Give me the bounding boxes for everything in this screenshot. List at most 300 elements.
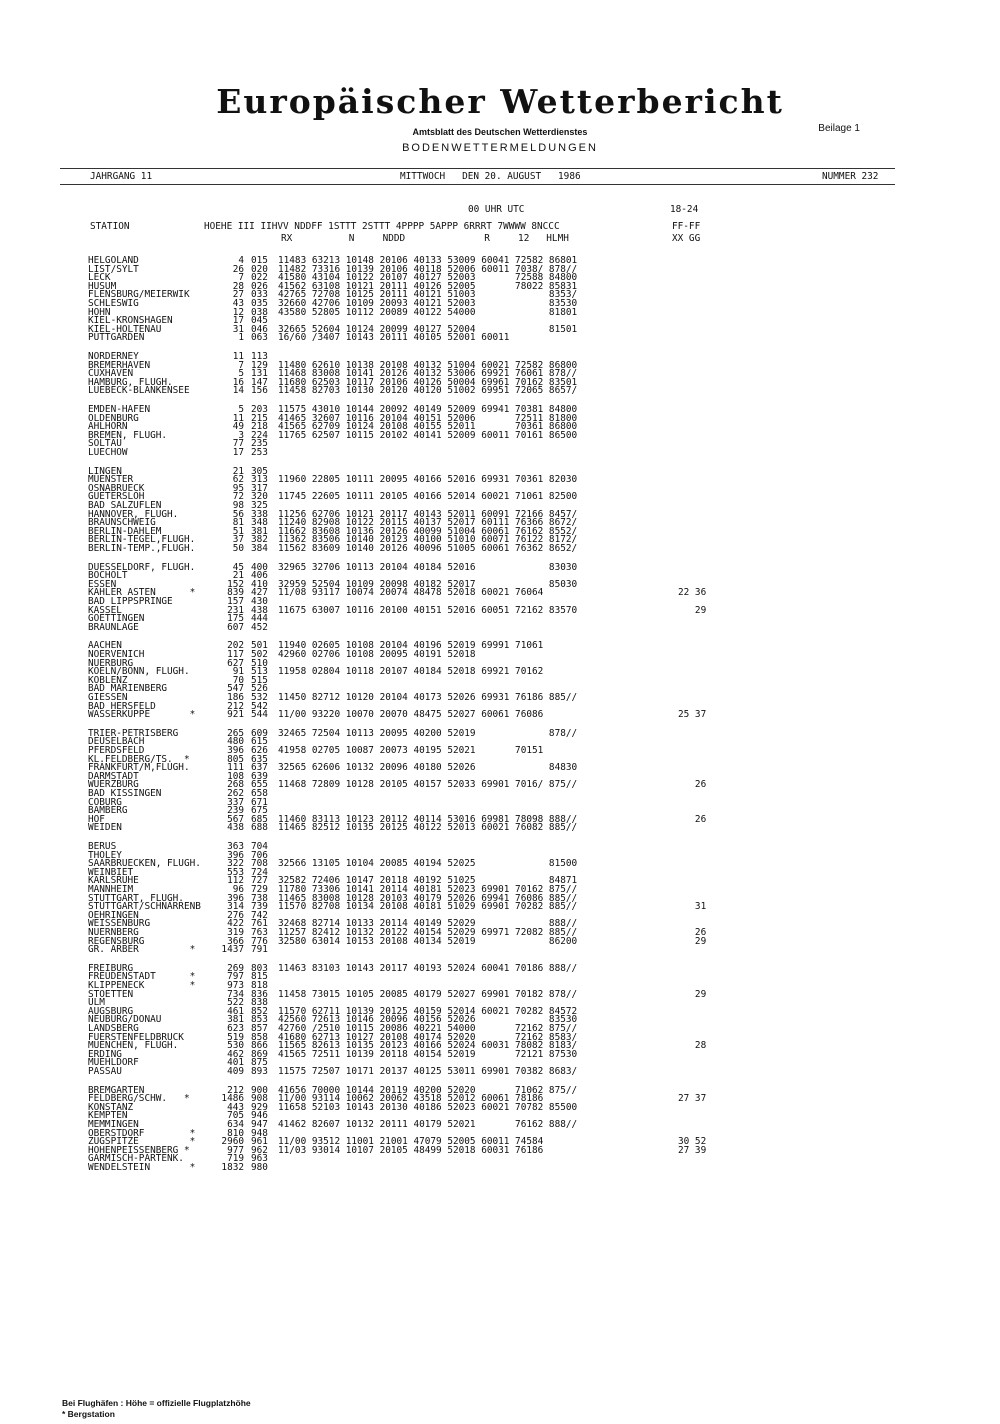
station-number: 224 — [251, 429, 268, 441]
observation-groups: 11680 62503 10117 20106 40126 50004 69961 70162 83501 — [278, 376, 578, 388]
station-name: LUEBECK-BLANKENSEE — [88, 385, 190, 397]
station-name: LINGEN — [88, 465, 122, 477]
station-height: 17 — [232, 447, 244, 458]
station-number: 875 — [251, 1057, 268, 1069]
column-right-head: FF-FF — [672, 221, 701, 232]
observation-groups: 11482 73316 10139 20106 40118 52006 60011 7038/ 878// — [278, 263, 578, 275]
observation-groups: 32465 72504 10113 20095 40200 52019 878// — [278, 727, 578, 739]
station-name: STUTTGART, FLUGH. — [88, 892, 184, 904]
observation-groups: 32660 42706 10109 20093 40121 52003 83530 — [278, 298, 578, 309]
station-name: NEUBURG/DONAU — [88, 1014, 162, 1026]
station-height: 363 — [227, 841, 244, 852]
observation-groups: 11675 63007 10116 20100 40151 52016 60051 72162 83570 — [278, 604, 578, 616]
station-number: 253 — [251, 447, 268, 458]
station-name: BAD MARIENBERG — [88, 683, 168, 695]
wind-gusts: 27 37 — [678, 1093, 707, 1105]
station-height: 111 — [227, 762, 244, 774]
station-height: 31 — [232, 323, 244, 335]
station-height: 45 — [232, 561, 244, 573]
station-number: 526 — [251, 683, 268, 695]
station-name: BERUS — [88, 841, 117, 852]
station-height: 49 — [232, 421, 244, 433]
station-name: BAMBERG — [88, 805, 128, 817]
footnote-airports: Bei Flughäfen : Höhe = offizielle Flugplatzhöhe — [62, 1398, 251, 1408]
wind-gusts: 26 — [678, 927, 707, 938]
station-number: 147 — [251, 376, 268, 388]
observation-groups: 41565 62709 10124 20108 40155 52011 70361 86800 — [278, 421, 578, 433]
observation-groups: 11/00 93512 11001 21001 47079 52005 60011 74584 — [278, 1136, 544, 1148]
date-label: MITTWOCH DEN 20. AUGUST 1986 — [400, 171, 581, 182]
observation-groups: 11575 43010 10144 20092 40149 52009 69941 70381 84800 — [278, 404, 578, 415]
observation-groups: 11240 82908 10122 20115 40137 52017 60111 76366 8672/ — [278, 517, 578, 529]
station-name: GOETTINGEN — [88, 613, 145, 625]
observation-groups: 41656 70000 10144 20119 40200 52020 71062 875// — [278, 1084, 578, 1096]
observation-groups: 16/60 /3407 10143 20111 40105 52001 60011 — [278, 332, 510, 344]
wind-gusts: 29 — [678, 935, 707, 947]
station-name: DEUSELBACH — [88, 736, 145, 748]
station-height: 14 — [232, 385, 244, 397]
observation-groups: 11570 82708 10134 20108 40181 51029 69901 70282 885// — [278, 901, 578, 913]
station-height: 705 — [227, 1110, 244, 1122]
observation-groups: 41562 63108 10121 20111 40126 52005 78022 85831 — [278, 280, 578, 292]
station-number: 637 — [251, 762, 268, 774]
station-name: MUEHLDORF — [88, 1057, 139, 1069]
station-name: ULM — [88, 997, 105, 1009]
station-height: 28 — [232, 280, 244, 292]
station-name: BERLIN-TEGEL,FLUGH. — [88, 534, 196, 546]
station-name: MEMMINGEN — [88, 1119, 139, 1130]
station-name: BOCHOLT — [88, 570, 128, 582]
observation-groups: 11465 83008 10128 20103 40179 52026 69941 76086 885// — [278, 892, 578, 904]
observation-groups: 11780 73306 10141 20114 40181 52023 69901 70162 875// — [278, 884, 578, 895]
station-number: 946 — [251, 1110, 268, 1122]
station-height: 314 — [227, 901, 244, 913]
station-height: 438 — [227, 822, 244, 834]
station-name: ZUGSPITZE * — [88, 1136, 196, 1148]
observation-groups: 42560 72613 10146 20096 40156 52026 83530 — [278, 1014, 578, 1026]
station-height: 443 — [227, 1101, 244, 1113]
station-number: 406 — [251, 570, 268, 582]
observation-groups: 11575 72507 10171 20137 40125 53011 69901 70382 8683/ — [278, 1066, 578, 1077]
observation-groups: 11940 02605 10108 20104 40196 52019 69991 71061 — [278, 640, 544, 652]
station-number: 761 — [251, 918, 268, 930]
station-number: 129 — [251, 359, 268, 371]
station-height: 401 — [227, 1057, 244, 1069]
station-number: 818 — [251, 980, 268, 991]
station-height: 21 — [232, 570, 244, 582]
section-title: BODENWETTERMELDUNGEN — [402, 142, 598, 154]
column-station: STATION — [90, 221, 130, 232]
station-name: PASSAU — [88, 1066, 122, 1077]
observation-groups: 32566 13105 10104 20085 40194 52025 81500 — [278, 858, 578, 870]
station-name: CUXHAVEN — [88, 368, 134, 380]
station-name: HELGOLAND — [88, 255, 139, 266]
station-height: 422 — [227, 918, 244, 930]
station-number: 381 — [251, 525, 268, 537]
station-height: 51 — [232, 525, 244, 537]
station-height: 396 — [227, 745, 244, 756]
station-number: 948 — [251, 1127, 268, 1139]
station-height: 152 — [227, 578, 244, 590]
station-height: 366 — [227, 935, 244, 947]
observation-groups: 11/00 93220 10070 20070 48475 52027 60061 76086 — [278, 709, 544, 721]
station-name: FELDBERG/SCHW. * — [88, 1093, 190, 1105]
station-number: 235 — [251, 438, 268, 450]
station-number: 532 — [251, 692, 268, 703]
station-number: 791 — [251, 944, 268, 956]
station-height: 70 — [232, 674, 244, 686]
station-number: 706 — [251, 849, 268, 861]
station-height: 50 — [232, 543, 244, 554]
station-height: 212 — [227, 700, 244, 712]
observation-groups: 11658 52103 10143 20130 40186 52023 60021 70782 85500 — [278, 1101, 578, 1113]
station-number: 452 — [251, 621, 268, 633]
observation-groups: 41565 72511 10139 20118 40154 52019 72121 87530 — [278, 1048, 578, 1060]
station-number: 626 — [251, 745, 268, 756]
station-name: LANDSBERG — [88, 1023, 139, 1034]
station-height: 530 — [227, 1040, 244, 1052]
observation-groups: 11745 22605 10111 20105 40166 52014 60021 71061 82500 — [278, 491, 578, 503]
station-number: 046 — [251, 323, 268, 335]
station-number: 156 — [251, 385, 268, 397]
station-height: 117 — [227, 649, 244, 660]
station-height: 553 — [227, 866, 244, 878]
station-number: 852 — [251, 1005, 268, 1017]
station-height: 269 — [227, 962, 244, 974]
station-number: 444 — [251, 613, 268, 625]
station-name: KAHLER ASTEN * — [88, 587, 196, 599]
station-number: 838 — [251, 997, 268, 1009]
station-name: BRAUNLAGE — [88, 621, 139, 633]
station-height: 973 — [227, 980, 244, 991]
station-height: 27 — [232, 289, 244, 301]
station-height: 56 — [232, 508, 244, 520]
observation-time-right: 18-24 — [670, 204, 699, 215]
station-number: 615 — [251, 736, 268, 748]
station-name: KASSEL — [88, 604, 122, 616]
station-name: HOHENPEISSENBERG * — [88, 1144, 190, 1156]
wind-gusts: 26 — [678, 813, 707, 825]
observation-groups: 32959 52504 10109 20098 40182 52017 85030 — [278, 578, 578, 590]
station-number: 305 — [251, 465, 268, 477]
station-height: 1832 — [221, 1162, 244, 1173]
station-number: 022 — [251, 272, 268, 284]
station-height: 26 — [232, 263, 244, 275]
station-height: 11 — [232, 351, 244, 362]
station-number: 113 — [251, 351, 268, 362]
observation-groups: 11465 82512 10135 20125 40122 52013 60021 76082 885// — [278, 822, 578, 834]
station-number: 776 — [251, 935, 268, 947]
station-name: ERDING — [88, 1048, 122, 1060]
station-name: EMDEN-HAFEN — [88, 404, 151, 415]
station-name: BRAUNSCHWEIG — [88, 517, 156, 529]
station-number: 131 — [251, 368, 268, 380]
station-number: 893 — [251, 1066, 268, 1077]
station-height: 16 — [232, 376, 244, 388]
observation-groups: 41580 43104 10122 20107 40127 52003 72588 84800 — [278, 272, 578, 284]
station-name: KONSTANZ — [88, 1101, 134, 1113]
station-number: 724 — [251, 866, 268, 878]
station-height: 276 — [227, 909, 244, 921]
station-number: 655 — [251, 779, 268, 791]
station-height: 409 — [227, 1066, 244, 1077]
observation-groups: 11458 82703 10130 20120 40120 51002 69951 72065 8657/ — [278, 385, 578, 397]
observation-groups: 11/03 93014 10107 20105 48499 52018 60031 76186 — [278, 1144, 544, 1156]
station-name: LECK — [88, 272, 111, 284]
observation-groups: 32580 63014 10153 20108 40134 52019 86200 — [278, 935, 578, 947]
observation-groups: 11662 83608 10136 20126 40099 51004 60061 76162 8552/ — [278, 525, 578, 537]
station-height: 5 — [238, 368, 244, 380]
station-height: 337 — [227, 796, 244, 808]
observation-groups: 11960 22805 10111 20095 40166 52016 69931 70361 82030 — [278, 474, 578, 486]
station-name: WUERZBURG — [88, 779, 139, 791]
issue-number: NUMMER 232 — [822, 171, 879, 182]
observation-groups: 41465 32607 10116 20104 40151 52006 72511 81800 — [278, 412, 578, 424]
wind-gusts: 22 36 — [678, 587, 707, 599]
station-height: 175 — [227, 613, 244, 625]
station-name: LUECHOW — [88, 447, 128, 458]
station-number: 502 — [251, 649, 268, 660]
station-number: 218 — [251, 421, 268, 433]
station-number: 961 — [251, 1136, 268, 1148]
station-number: 338 — [251, 508, 268, 520]
station-height: 72 — [232, 491, 244, 503]
station-name: WENDELSTEIN * — [88, 1162, 196, 1173]
station-height: 461 — [227, 1005, 244, 1017]
observation-groups: 42960 02706 10108 20095 40191 52018 — [278, 649, 476, 660]
observation-groups: 42760 /2510 10115 20086 40221 54000 72162 875// — [278, 1023, 578, 1034]
wind-gusts: 31 — [678, 901, 707, 913]
station-number: 803 — [251, 962, 268, 974]
station-height: 1437 — [221, 944, 244, 956]
observation-groups: 11562 83609 10140 20126 40096 51005 60061 76362 8652/ — [278, 543, 578, 554]
station-name: BREMGARTEN — [88, 1084, 145, 1096]
station-number: 980 — [251, 1162, 268, 1173]
station-height: 5 — [238, 404, 244, 415]
station-name: BERLIN-TEMP.,FLUGH. — [88, 543, 196, 554]
wind-gusts: 27 39 — [678, 1144, 707, 1156]
column-right-sub: XX GG — [672, 233, 701, 244]
observation-groups: 32582 72406 10147 20118 40192 51025 84871 — [278, 875, 578, 887]
station-name: GR. ARBER * — [88, 944, 196, 956]
station-name: BREMEN, FLUGH. — [88, 429, 168, 441]
station-height: 62 — [232, 474, 244, 486]
station-height: 108 — [227, 770, 244, 782]
station-name: SOLTAU — [88, 438, 122, 450]
station-name: MUENSTER — [88, 474, 134, 486]
station-height: 95 — [232, 482, 244, 494]
station-number: 900 — [251, 1084, 268, 1096]
observation-groups: 11765 62507 10115 20102 40141 52009 60011 70161 86500 — [278, 429, 578, 441]
station-height: 522 — [227, 997, 244, 1009]
station-height: 319 — [227, 927, 244, 938]
station-number: 513 — [251, 666, 268, 678]
station-name: STOETTEN — [88, 988, 134, 1000]
station-name: FLENSBURG/MEIERWIK — [88, 289, 190, 301]
station-name: HUSUM — [88, 280, 117, 292]
station-number: 963 — [251, 1153, 268, 1165]
station-height: 519 — [227, 1031, 244, 1043]
observation-groups: 11458 73015 10105 20085 40179 52027 69901 70182 878// — [278, 988, 578, 1000]
station-number: 325 — [251, 500, 268, 511]
wind-gusts: 28 — [678, 1040, 707, 1052]
station-name: WEISSENBURG — [88, 918, 151, 930]
station-number: 729 — [251, 884, 268, 895]
station-name: NUERBURG — [88, 657, 134, 669]
wind-gusts: 29 — [678, 604, 707, 616]
station-height: 11 — [232, 412, 244, 424]
station-number: 015 — [251, 255, 268, 266]
station-number: 857 — [251, 1023, 268, 1034]
observation-groups: 11257 82412 10132 20122 40154 52029 69971 72082 885// — [278, 927, 578, 938]
station-name: NORDERNEY — [88, 351, 139, 362]
observation-groups: 43580 52805 10112 20089 40122 54000 81801 — [278, 306, 578, 318]
observation-groups: 11958 02804 10118 20107 40184 52018 69921 70162 — [278, 666, 544, 678]
station-height: 396 — [227, 892, 244, 904]
station-height: 239 — [227, 805, 244, 817]
station-number: 742 — [251, 909, 268, 921]
station-height: 37 — [232, 534, 244, 546]
station-height: 734 — [227, 988, 244, 1000]
station-height: 212 — [227, 1084, 244, 1096]
station-number: 858 — [251, 1031, 268, 1043]
wind-gusts: 29 — [678, 988, 707, 1000]
station-name: BERLIN-DAHLEM — [88, 525, 162, 537]
station-height: 396 — [227, 849, 244, 861]
station-number: 313 — [251, 474, 268, 486]
station-name: MUENCHEN, FLUGH. — [88, 1040, 179, 1052]
station-height: 2960 — [221, 1136, 244, 1148]
station-height: 186 — [227, 692, 244, 703]
observation-groups: 11450 82712 10120 20104 40173 52026 69931 76186 885// — [278, 692, 578, 703]
station-number: 635 — [251, 753, 268, 765]
station-height: 623 — [227, 1023, 244, 1034]
station-number: 317 — [251, 482, 268, 494]
station-name: WEIDEN — [88, 822, 122, 834]
station-number: 671 — [251, 796, 268, 808]
station-number: 708 — [251, 858, 268, 870]
station-name: ESSEN — [88, 578, 117, 590]
station-name: PUTTGARDEN — [88, 332, 145, 344]
station-number: 675 — [251, 805, 268, 817]
station-name: COBURG — [88, 796, 122, 808]
observation-groups: 41680 62713 10127 20108 40174 52020 72162 8583/ — [278, 1031, 578, 1043]
station-name: KOELN/BONN, FLUGH. — [88, 666, 190, 678]
station-table — [88, 0, 808, 1424]
wind-gusts: 25 37 — [678, 709, 707, 721]
station-height: 96 — [232, 884, 244, 895]
observation-groups: 11460 83113 10123 20112 40114 53016 69981 78098 888// — [278, 813, 578, 825]
observation-groups: 32565 62606 10132 20096 40180 52026 84830 — [278, 762, 578, 774]
station-number: 203 — [251, 404, 268, 415]
station-height: 607 — [227, 621, 244, 633]
station-name: BAD SALZUFLEN — [88, 500, 162, 511]
station-name: NOERVENICH — [88, 649, 145, 660]
station-height: 77 — [232, 438, 244, 450]
observation-groups: 11565 82613 10135 20123 40166 52024 60031 78082 8183/ — [278, 1040, 578, 1052]
station-number: 685 — [251, 813, 268, 825]
station-number: 609 — [251, 727, 268, 739]
station-number: 515 — [251, 674, 268, 686]
station-number: 947 — [251, 1119, 268, 1130]
station-height: 462 — [227, 1048, 244, 1060]
observation-groups: 11256 62706 10121 20117 40143 52011 60091 72166 8457/ — [278, 508, 578, 520]
station-number: 438 — [251, 604, 268, 616]
station-height: 634 — [227, 1119, 244, 1130]
observation-groups: 11468 72809 10128 20105 40157 52033 69901 7016/ 875// — [278, 779, 578, 791]
station-number: 501 — [251, 640, 268, 652]
station-number: 836 — [251, 988, 268, 1000]
station-height: 1 — [238, 332, 244, 344]
station-number: 400 — [251, 561, 268, 573]
station-height: 839 — [227, 587, 244, 599]
station-number: 869 — [251, 1048, 268, 1060]
wind-gusts: 30 52 — [678, 1136, 707, 1148]
station-height: 480 — [227, 736, 244, 748]
station-number: 382 — [251, 534, 268, 546]
station-number: 962 — [251, 1144, 268, 1156]
station-height: 112 — [227, 875, 244, 887]
station-name: GUETERSLOH — [88, 491, 145, 503]
station-height: 231 — [227, 604, 244, 616]
station-name: BAD KISSINGEN — [88, 788, 162, 799]
station-number: 544 — [251, 709, 268, 721]
station-name: HANNOVER, FLUGH. — [88, 508, 179, 520]
observation-groups: 11/08 93117 10074 20074 48478 52018 60021 76064 — [278, 587, 544, 599]
observation-groups: 32665 52604 10124 20099 40127 52004 81501 — [278, 323, 578, 335]
station-name: HOHN — [88, 306, 111, 318]
station-name: WEINBIET — [88, 866, 134, 878]
station-name: FREUDENSTADT * — [88, 971, 196, 983]
station-name: OEHRINGEN — [88, 909, 139, 921]
station-height: 797 — [227, 971, 244, 983]
observation-groups: 32965 32706 10113 20104 40184 52016 83030 — [278, 561, 578, 573]
station-height: 12 — [232, 306, 244, 318]
station-number: 410 — [251, 578, 268, 590]
station-name: KOBLENZ — [88, 674, 128, 686]
station-number: 763 — [251, 927, 268, 938]
station-name: BREMERHAVEN — [88, 359, 151, 371]
station-name: DARMSTADT — [88, 770, 139, 782]
station-height: 265 — [227, 727, 244, 739]
station-number: 658 — [251, 788, 268, 799]
station-name: DUESSELDORF, FLUGH. — [88, 561, 196, 573]
station-height: 17 — [232, 315, 244, 327]
observation-groups: 32468 82714 10133 20114 40149 52029 888// — [278, 918, 578, 930]
station-number: 038 — [251, 306, 268, 318]
observation-groups: 41462 82607 10132 20111 40179 52021 76162 888// — [278, 1119, 578, 1130]
station-height: 157 — [227, 596, 244, 607]
station-height: 567 — [227, 813, 244, 825]
station-height: 7 — [238, 359, 244, 371]
station-name: FUERSTENFELDBRUCK — [88, 1031, 184, 1043]
station-number: 035 — [251, 298, 268, 309]
wind-gusts: 26 — [678, 779, 707, 791]
station-name: PFERDSFELD — [88, 745, 145, 756]
station-height: 627 — [227, 657, 244, 669]
station-number: 384 — [251, 543, 268, 554]
station-number: 045 — [251, 315, 268, 327]
station-number: 704 — [251, 841, 268, 852]
station-height: 977 — [227, 1144, 244, 1156]
station-name: KIEL-HOLTENAU — [88, 323, 162, 335]
station-name: FREIBURG — [88, 962, 134, 974]
station-name: GARMISCH-PARTENK. — [88, 1153, 184, 1165]
station-height: 43 — [232, 298, 244, 309]
observation-groups: 11/00 93114 10062 20062 43518 52012 60061 78186 — [278, 1093, 544, 1105]
station-name: THOLEY — [88, 849, 122, 861]
station-number: 542 — [251, 700, 268, 712]
